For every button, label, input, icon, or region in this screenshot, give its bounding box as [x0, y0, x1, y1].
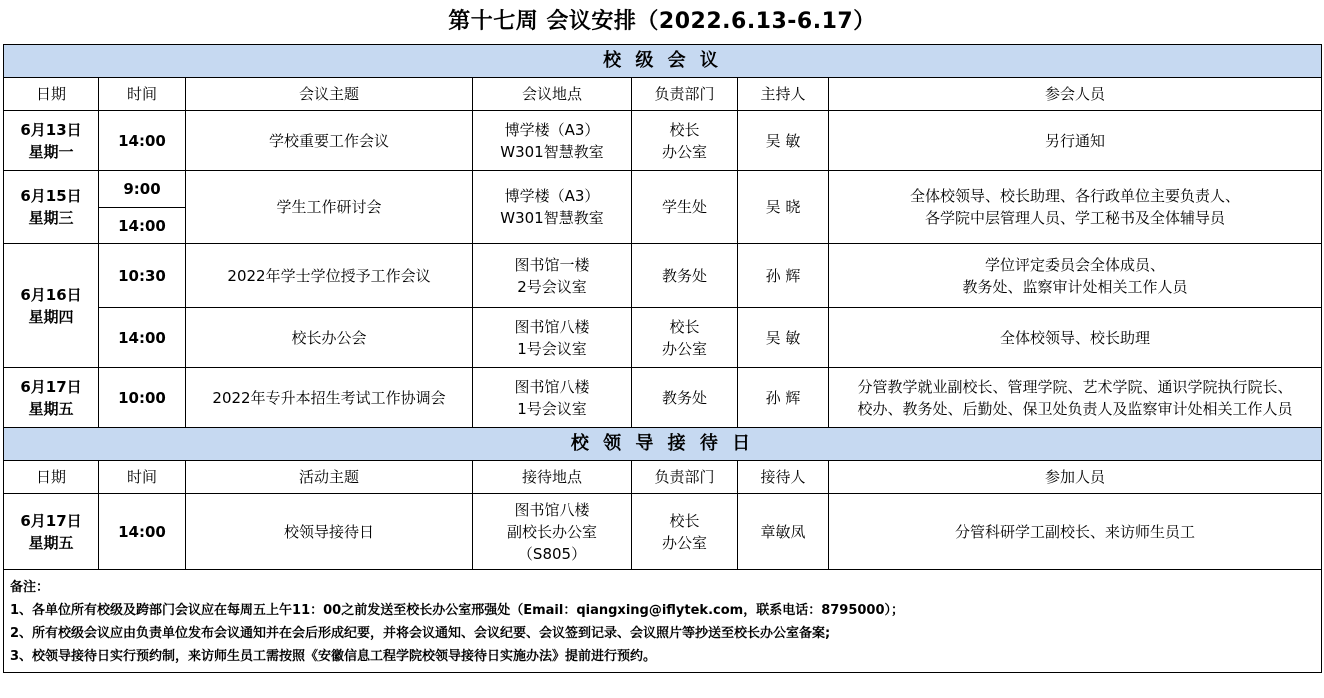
time-cell: 14:00 — [99, 308, 186, 368]
date-cell: 6月15日 星期三 — [4, 171, 99, 244]
host-cell: 吴 敏 — [738, 111, 829, 171]
date-cell: 6月17日 星期五 — [4, 494, 99, 570]
attendees-cell: 分管教学就业副校长、管理学院、艺术学院、通识学院执行院长、 校办、教务处、后勤处、保卫处负责人及监察审计处相关工作人员 — [829, 368, 1322, 428]
time-cell: 14:00 — [99, 208, 186, 244]
col-header-attendees: 参会人员 — [829, 78, 1322, 111]
col-header-attendees: 参加人员 — [829, 461, 1322, 494]
location-cell: 图书馆八楼 1号会议室 — [473, 308, 632, 368]
column-header-row — [4, 78, 1322, 111]
attendees-cell: 全体校领导、校长助理 — [829, 308, 1322, 368]
time-cell: 14:00 — [99, 494, 186, 570]
note-item: 3、校领导接待日实行预约制，来访师生员工需按照《安徽信息工程学院校领导接待日实施办法》提前进行预约。 — [10, 649, 657, 664]
host-cell: 孙 辉 — [738, 244, 829, 308]
col-header-topic: 活动主题 — [186, 461, 473, 494]
section-header-reception-day — [4, 428, 1322, 461]
topic-cell: 校领导接待日 — [186, 494, 473, 570]
col-header-host: 主持人 — [738, 78, 829, 111]
col-header-time: 时间 — [99, 78, 186, 111]
time-cell: 10:30 — [99, 244, 186, 308]
topic-cell: 2022年学士学位授予工作会议 — [186, 244, 473, 308]
col-header-location: 会议地点 — [473, 78, 632, 111]
dept-cell: 校长 办公室 — [632, 308, 738, 368]
table-row — [4, 171, 1322, 208]
location-cell: 博学楼（A3） W301智慧教室 — [473, 111, 632, 171]
time-cell: 10:00 — [99, 368, 186, 428]
section-header-school-meetings — [4, 45, 1322, 78]
time-cell: 9:00 — [99, 171, 186, 208]
col-header-dept: 负责部门 — [632, 461, 738, 494]
dept-cell: 校长 办公室 — [632, 111, 738, 171]
col-header-date: 日期 — [4, 461, 99, 494]
time-cell: 14:00 — [99, 111, 186, 171]
table-row — [4, 111, 1322, 171]
topic-cell: 2022年专升本招生考试工作协调会 — [186, 368, 473, 428]
section-title-reception-day: 校 领 导 接 待 日 — [4, 428, 1322, 461]
location-cell: 图书馆八楼 1号会议室 — [473, 368, 632, 428]
page-title: 第十七周 会议安排（2022.6.13-6.17） — [448, 9, 876, 34]
date-cell: 6月13日 星期一 — [4, 111, 99, 171]
host-cell: 章敏凤 — [738, 494, 829, 570]
attendees-cell: 全体校领导、校长助理、各行政单位主要负责人、 各学院中层管理人员、学工秘书及全体辅导员 — [829, 171, 1322, 244]
host-cell: 吴 晓 — [738, 171, 829, 244]
table-row — [4, 244, 1322, 308]
host-cell: 吴 敏 — [738, 308, 829, 368]
note-item: 2、所有校级会议应由负责单位发布会议通知并在会后形成纪要，并将会议通知、会议纪要、会议签到记录、会议照片等抄送至校长办公室备案; — [10, 626, 831, 641]
date-cell: 6月17日 星期五 — [4, 368, 99, 428]
note-item: 1、各单位所有校级及跨部门会议应在每周五上午11：00之前发送至校长办公室邢强处（Email：qiangxing@iflytek.com，联系电话：8795000）； — [10, 603, 905, 618]
host-cell: 孙 辉 — [738, 368, 829, 428]
attendees-cell: 另行通知 — [829, 111, 1322, 171]
dept-cell: 教务处 — [632, 368, 738, 428]
col-header-dept: 负责部门 — [632, 78, 738, 111]
topic-cell: 学生工作研讨会 — [186, 171, 473, 244]
notes-label: 备注： — [10, 580, 50, 595]
section-title-school-meetings: 校 级 会 议 — [4, 45, 1322, 78]
location-cell: 博学楼（A3） W301智慧教室 — [473, 171, 632, 244]
dept-cell: 学生处 — [632, 171, 738, 244]
location-cell: 图书馆八楼 副校长办公室 （S805） — [473, 494, 632, 570]
attendees-cell: 学位评定委员会全体成员、 教务处、监察审计处相关工作人员 — [829, 244, 1322, 308]
topic-cell: 学校重要工作会议 — [186, 111, 473, 171]
col-header-topic: 会议主题 — [186, 78, 473, 111]
table-row — [4, 368, 1322, 428]
attendees-cell: 分管科研学工副校长、来访师生员工 — [829, 494, 1322, 570]
notes-row — [4, 570, 1322, 673]
column-header-row — [4, 461, 1322, 494]
notes-cell — [4, 570, 1322, 673]
col-header-host: 接待人 — [738, 461, 829, 494]
dept-cell: 教务处 — [632, 244, 738, 308]
col-header-location: 接待地点 — [473, 461, 632, 494]
date-cell: 6月16日 星期四 — [4, 244, 99, 368]
location-cell: 图书馆一楼 2号会议室 — [473, 244, 632, 308]
col-header-time: 时间 — [99, 461, 186, 494]
table-row — [4, 494, 1322, 570]
col-header-date: 日期 — [4, 78, 99, 111]
dept-cell: 校长 办公室 — [632, 494, 738, 570]
topic-cell: 校长办公会 — [186, 308, 473, 368]
table-row — [4, 308, 1322, 368]
schedule-table — [3, 44, 1322, 673]
